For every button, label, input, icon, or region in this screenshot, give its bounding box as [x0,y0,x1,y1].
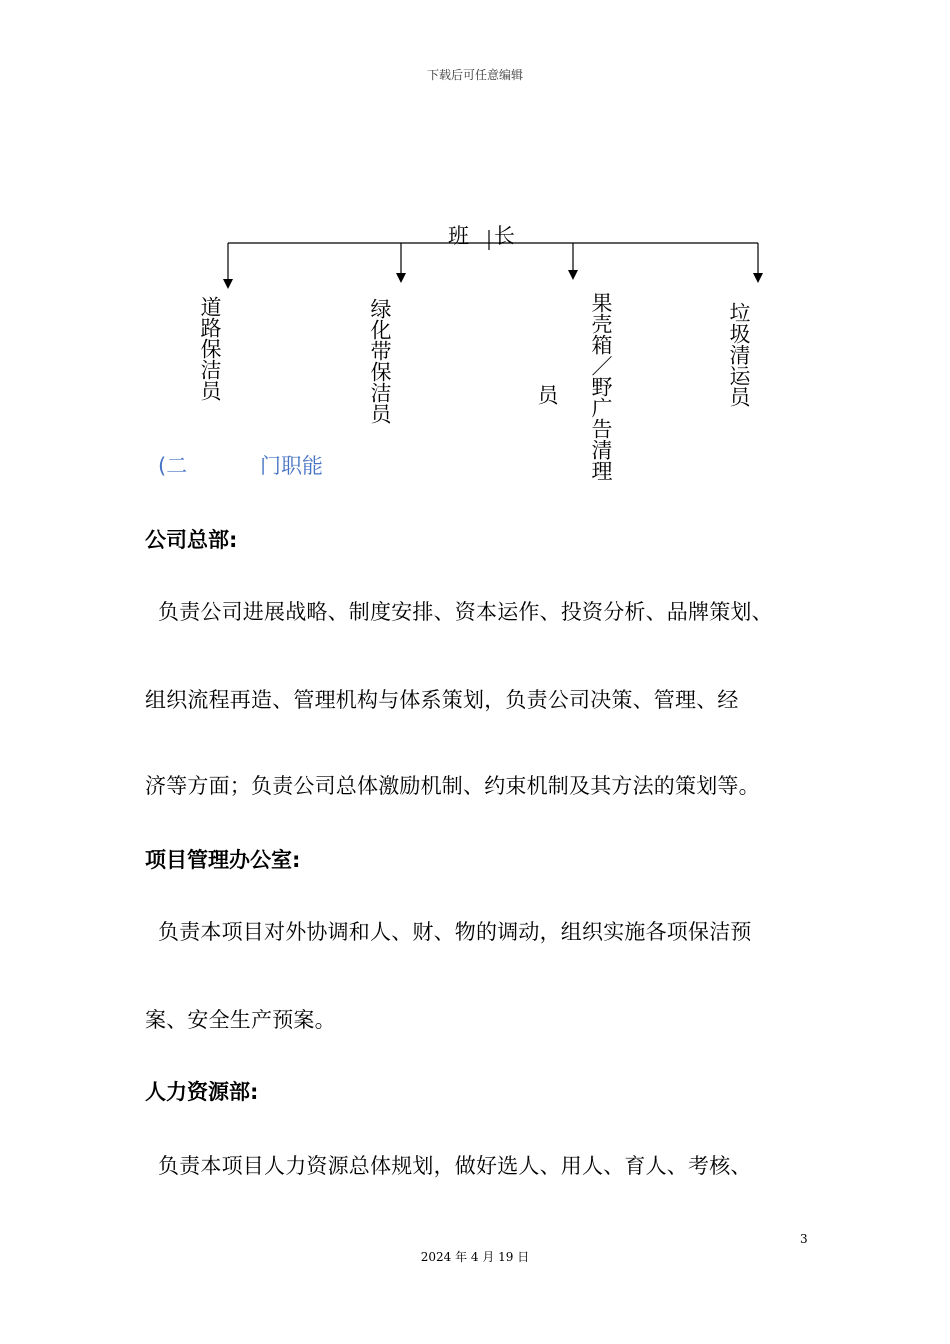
dept-po-line-1: 负责本项目对外协调和人、财、物的调动，组织实施各项保洁预 [158,920,752,944]
dept-title-hr: 人力资源部: [145,1080,259,1104]
org-node-staff-suffix: 员 [535,384,559,405]
dept-hq-line-3: 济等方面；负责公司总体激励机制、约束机制及其方法的策划等。 [145,774,760,798]
org-arrow-3 [568,243,578,280]
dept-po-line-2: 案、安全生产预案。 [145,1008,336,1032]
org-node-greenbelt-cleaner: 绿化带保洁员 [368,298,392,424]
org-chart-connectors [0,0,950,520]
org-node-bin-ad-cleaner: 果壳箱／野广告清理 [589,292,613,481]
org-arrow-2 [396,243,406,283]
section-heading-right: 门职能 [260,454,323,478]
org-arrow-1 [223,243,233,289]
org-node-road-cleaner: 道路保洁员 [198,296,222,401]
dept-hq-line-1: 负责公司进展战略、制度安排、资本运作、投资分析、品牌策划、 [158,600,773,624]
dept-hq-line-2: 组织流程再造、管理机构与体系策划，负责公司决策、管理、经 [145,688,739,712]
org-node-garbage-transporter: 垃圾清运员 [727,302,751,407]
org-arrow-4 [753,243,763,283]
dept-title-project-office: 项目管理办公室: [145,848,301,872]
page-number: 3 [800,1232,808,1246]
dept-hr-line-1: 负责本项目人力资源总体规划，做好选人、用人、育人、考核、 [158,1154,752,1178]
section-heading-left: (二 [158,454,188,478]
header-note: 下载后可任意编辑 [426,68,523,82]
org-root-label: 班 长 [448,224,517,248]
dept-title-headquarters: 公司总部: [145,528,238,552]
footer-date: 2024 年 4 月 19 日 [420,1250,530,1264]
